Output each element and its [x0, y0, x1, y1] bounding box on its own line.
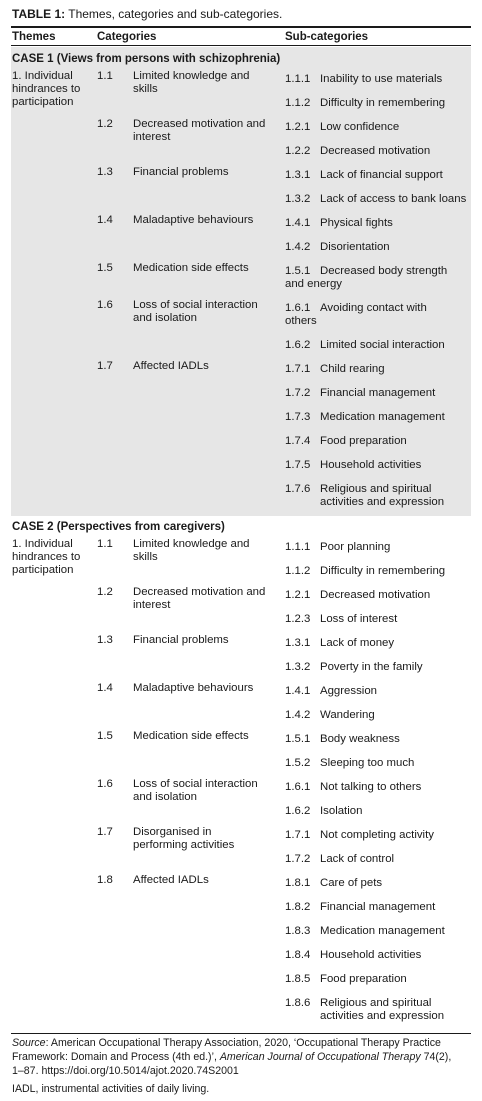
category-number: 1.3: [97, 634, 113, 646]
category-number: 1.5: [97, 262, 113, 274]
subcategory-text: Disorientation: [320, 241, 390, 253]
bottom-rule: [11, 1033, 471, 1034]
subcategory-number: 1.1.2: [285, 565, 311, 577]
footnote-source-line2: Framework: Domain and Process (4th ed.)’, American Journal of Occupational Therapy 74(2),: [12, 1051, 452, 1063]
case-heading: CASE 2 (Perspectives from caregivers): [12, 521, 225, 533]
subcategory-text: Medication management: [320, 411, 445, 423]
subcategory-text: others: [285, 315, 317, 327]
category-name: Financial problems: [133, 166, 229, 178]
category-number: 1.1: [97, 70, 113, 82]
subcategory-number: 1.2.1: [285, 121, 311, 133]
category-number: 1.6: [97, 299, 113, 311]
category-number: 1.7: [97, 826, 113, 838]
subcategory-text: Lack of access to bank loans: [320, 193, 467, 205]
category-name: and isolation: [133, 791, 197, 803]
category-number: 1.1: [97, 538, 113, 550]
category-name: Maladaptive behaviours: [133, 682, 254, 694]
subcategory-number: 1.7.2: [285, 853, 311, 865]
subcategory-text: Care of pets: [320, 877, 383, 889]
category-name: skills: [133, 551, 158, 563]
category-number: 1.3: [97, 166, 113, 178]
subcategory-text: Decreased motivation: [320, 145, 431, 157]
subcategory-text: Not completing activity: [320, 829, 434, 841]
subcategory-text: Low confidence: [320, 121, 400, 133]
subcategory-number: 1.8.6: [285, 997, 311, 1009]
subcategory-text: Avoiding contact with: [320, 302, 427, 314]
theme-label: hindrances to: [12, 83, 81, 95]
category-name: Decreased motivation and: [133, 118, 266, 130]
category-number: 1.6: [97, 778, 113, 790]
category-number: 1.2: [97, 118, 113, 130]
subcategory-number: 1.1.1: [285, 541, 311, 553]
subcategory-number: 1.7.5: [285, 459, 311, 471]
category-name: interest: [133, 599, 171, 611]
category-name: and isolation: [133, 312, 197, 324]
subcategory-text: Limited social interaction: [320, 339, 445, 351]
subcategory-text: Financial management: [320, 387, 436, 399]
subcategory-number: 1.7.3: [285, 411, 311, 423]
category-name: performing activities: [133, 839, 235, 851]
subcategory-number: 1.1.1: [285, 73, 311, 85]
subcategory-text: Difficulty in remembering: [320, 565, 446, 577]
subcategory-number: 1.6.2: [285, 805, 311, 817]
source-label: Source: [12, 1037, 46, 1049]
subcategory-number: 1.1.2: [285, 97, 311, 109]
subcategory-number: 1.3.1: [285, 637, 311, 649]
category-number: 1.2: [97, 586, 113, 598]
footnote-source: Source: American Occupational Therapy Association, 2020, ‘Occupational Therapy Practice: [12, 1037, 441, 1049]
theme-label: 1. Individual: [12, 538, 73, 550]
subcategory-number: 1.2.3: [285, 613, 311, 625]
category-name: Limited knowledge and: [133, 70, 250, 82]
category-name: Loss of social interaction: [133, 778, 258, 790]
journal-title: American Journal of Occupational Therapy: [219, 1051, 421, 1063]
subcategory-text: Physical fights: [320, 217, 393, 229]
subcategory-number: 1.8.2: [285, 901, 311, 913]
subcategory-number: 1.5.2: [285, 757, 311, 769]
subcategory-number: 1.7.1: [285, 829, 311, 841]
case-heading: CASE 1 (Views from persons with schizophrenia): [12, 53, 281, 65]
subcategory-number: 1.5.1: [285, 265, 311, 277]
subcategory-number: 1.4.2: [285, 241, 311, 253]
table-title: [12, 6, 282, 22]
subcategory-text: Inability to use materials: [320, 73, 443, 85]
subcategory-number: 1.4.1: [285, 217, 311, 229]
category-number: 1.5: [97, 730, 113, 742]
footnote-abbreviation: IADL, instrumental activities of daily living.: [12, 1083, 210, 1095]
subcategory-text: and energy: [285, 278, 342, 290]
subcategory-text: Household activities: [320, 949, 422, 961]
theme-label: 1. Individual: [12, 70, 73, 82]
subcategory-number: 1.7.2: [285, 387, 311, 399]
category-name: skills: [133, 83, 158, 95]
top-rule: [11, 26, 471, 28]
table-label: TABLE 1:: [12, 7, 66, 21]
subcategory-text: Food preparation: [320, 973, 407, 985]
subcategory-number: 1.8.3: [285, 925, 311, 937]
header-categories: Categories: [97, 31, 157, 43]
subcategory-text: Decreased motivation: [320, 589, 431, 601]
category-name: Limited knowledge and: [133, 538, 250, 550]
category-number: 1.4: [97, 214, 113, 226]
subcategory-text: Lack of control: [320, 853, 395, 865]
subcategory-text: Food preparation: [320, 435, 407, 447]
subcategory-number: 1.3.2: [285, 661, 311, 673]
category-number: 1.8: [97, 874, 113, 886]
subcategory-number: 1.7.4: [285, 435, 311, 447]
theme-label: participation: [12, 564, 74, 576]
subcategory-text: Medication management: [320, 925, 445, 937]
header-subcategories: Sub-categories: [285, 31, 369, 43]
subcategory-text: Religious and spiritual: [320, 483, 432, 495]
header-rule: [11, 45, 471, 46]
category-name: interest: [133, 131, 171, 143]
table-caption: Themes, categories and sub-categories.: [68, 7, 283, 21]
subcategory-text: Loss of interest: [320, 613, 398, 625]
subcategory-text: Poor planning: [320, 541, 391, 553]
category-name: Financial problems: [133, 634, 229, 646]
subcategory-text: Sleeping too much: [320, 757, 415, 769]
subcategory-number: 1.2.2: [285, 145, 311, 157]
subcategory-text: Lack of financial support: [320, 169, 443, 181]
subcategory-number: 1.6.1: [285, 302, 311, 314]
category-name: Loss of social interaction: [133, 299, 258, 311]
subcategory-text: Wandering: [320, 709, 375, 721]
subcategory-text: Aggression: [320, 685, 377, 697]
subcategory-number: 1.2.1: [285, 589, 311, 601]
subcategory-number: 1.8.5: [285, 973, 311, 985]
subcategory-text: Poverty in the family: [320, 661, 423, 673]
category-name: Maladaptive behaviours: [133, 214, 254, 226]
subcategory-text: Decreased body strength: [320, 265, 448, 277]
subcategory-text: Household activities: [320, 459, 422, 471]
subcategory-number: 1.3.2: [285, 193, 311, 205]
subcategory-text: Body weakness: [320, 733, 400, 745]
subcategory-number: 1.3.1: [285, 169, 311, 181]
subcategory-text: Not talking to others: [320, 781, 422, 793]
category-name: Affected IADLs: [133, 874, 209, 886]
category-name: Decreased motivation and: [133, 586, 266, 598]
subcategory-text: Child rearing: [320, 363, 385, 375]
subcategory-number: 1.5.1: [285, 733, 311, 745]
category-name: Disorganised in: [133, 826, 212, 838]
subcategory-number: 1.8.1: [285, 877, 311, 889]
category-name: Medication side effects: [133, 262, 249, 274]
subcategory-text: Financial management: [320, 901, 436, 913]
subcategory-number: 1.7.1: [285, 363, 311, 375]
subcategory-text: Isolation: [320, 805, 363, 817]
subcategory-number: 1.7.6: [285, 483, 311, 495]
category-name: Medication side effects: [133, 730, 249, 742]
footnote-doi: 1–87. https://doi.org/10.5014/ajot.2020.74S2001: [12, 1065, 239, 1077]
subcategory-text: Lack of money: [320, 637, 395, 649]
theme-label: participation: [12, 96, 74, 108]
category-name: Affected IADLs: [133, 360, 209, 372]
header-themes: Themes: [12, 31, 56, 43]
theme-label: hindrances to: [12, 551, 81, 563]
subcategory-text: Difficulty in remembering: [320, 97, 446, 109]
subcategory-text: Religious and spiritual: [320, 997, 432, 1009]
subcategory-number: 1.6.2: [285, 339, 311, 351]
subcategory-number: 1.6.1: [285, 781, 311, 793]
subcategory-number: 1.4.1: [285, 685, 311, 697]
subcategory-number: 1.4.2: [285, 709, 311, 721]
subcategory-text: activities and expression: [320, 1010, 445, 1022]
subcategory-text: activities and expression: [320, 496, 445, 508]
category-number: 1.7: [97, 360, 113, 372]
subcategory-number: 1.8.4: [285, 949, 311, 961]
category-number: 1.4: [97, 682, 113, 694]
